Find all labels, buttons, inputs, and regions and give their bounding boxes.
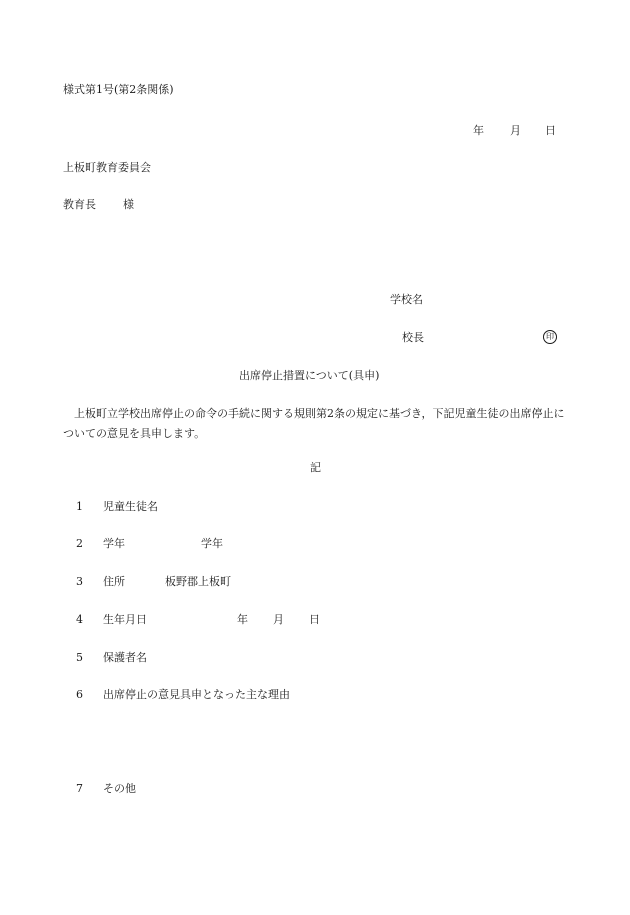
date-year-label: 年 xyxy=(473,124,484,137)
item-4-month: 月 xyxy=(273,613,284,626)
item-7-number: 7 xyxy=(76,782,83,795)
item-4 xyxy=(76,613,147,627)
item-1 xyxy=(76,500,158,514)
item-1-label: 児童生徒名 xyxy=(103,500,158,513)
date-day-label: 日 xyxy=(545,124,556,137)
document-body xyxy=(63,404,569,444)
document-title: 出席停止措置について(具申) xyxy=(239,369,380,382)
ki-label: 記 xyxy=(310,461,321,474)
recipient-honorific: 様 xyxy=(123,198,134,211)
document-body-text: 上板町立学校出席停止の命令の手続に関する規則第2条の規定に基づき，下記児童生徒の出席停止についての意見を具申します。 xyxy=(63,407,565,440)
seal-mark: 印 xyxy=(543,330,557,344)
principal-label: 校長 xyxy=(402,331,424,344)
date-month-label: 月 xyxy=(510,124,521,137)
item-5-label: 保護者名 xyxy=(103,651,147,664)
school-name-label: 学校名 xyxy=(390,293,423,306)
recipient-title: 教育長 xyxy=(63,198,96,211)
item-4-number: 4 xyxy=(76,613,83,626)
item-2-label: 学年 xyxy=(103,537,125,550)
item-5-number: 5 xyxy=(76,651,83,664)
form-number: 様式第1号(第2条関係) xyxy=(63,83,174,96)
item-4-day: 日 xyxy=(309,613,320,626)
item-2-value: 学年 xyxy=(201,537,223,550)
item-6-number: 6 xyxy=(76,688,83,701)
item-5 xyxy=(76,651,147,665)
item-7 xyxy=(76,782,136,796)
item-4-year: 年 xyxy=(237,613,248,626)
item-2-number: 2 xyxy=(76,537,83,550)
item-7-label: その他 xyxy=(103,782,136,795)
item-6-label: 出席停止の意見具申となった主な理由 xyxy=(103,688,290,701)
item-4-label: 生年月日 xyxy=(103,613,147,626)
recipient-organization: 上板町教育委員会 xyxy=(63,161,151,174)
item-3-value: 板野郡上板町 xyxy=(165,575,231,588)
item-3-label: 住所 xyxy=(103,575,125,588)
item-2 xyxy=(76,537,125,551)
item-1-number: 1 xyxy=(76,500,83,513)
item-3-number: 3 xyxy=(76,575,83,588)
item-3 xyxy=(76,575,125,589)
item-6 xyxy=(76,688,290,702)
